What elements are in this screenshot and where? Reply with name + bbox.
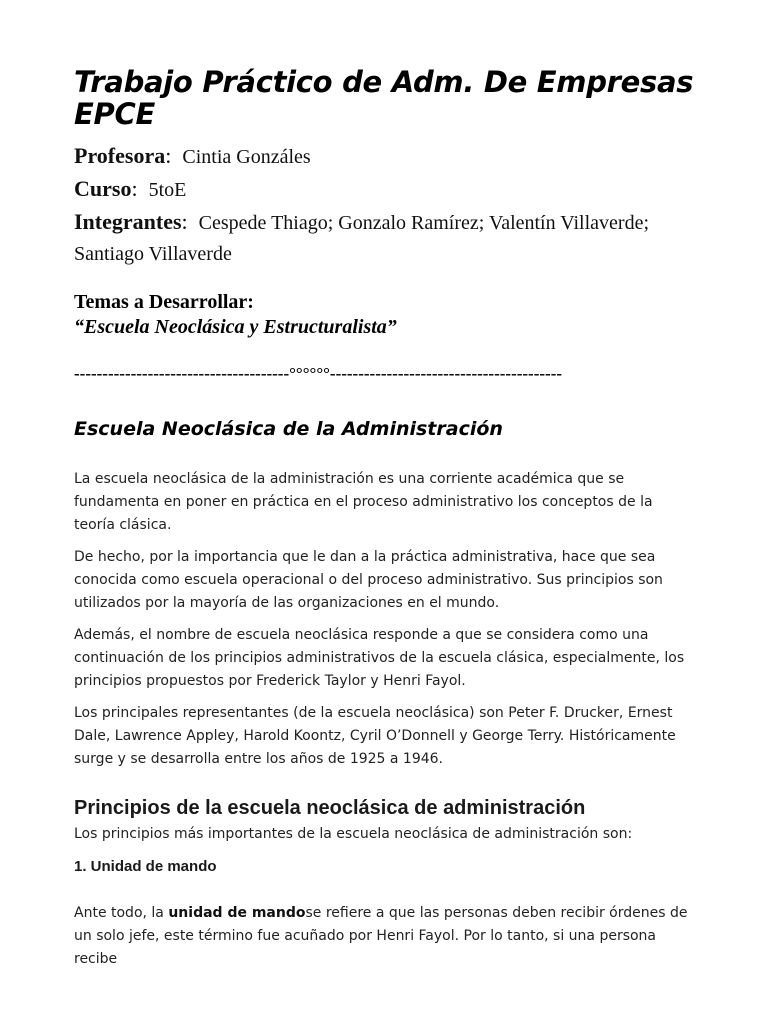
text-before: Ante todo, la bbox=[74, 905, 169, 921]
document-meta bbox=[74, 140, 694, 270]
curso-label: Curso bbox=[74, 176, 132, 201]
section-heading-neoclasica: Escuela Neoclásica de la Administración bbox=[74, 418, 503, 440]
temas-label: Temas a Desarrollar: bbox=[74, 291, 254, 313]
curso-colon: : bbox=[131, 176, 138, 201]
section-heading-principios: Principios de la escuela neoclásica de administración bbox=[74, 797, 586, 819]
profesora-value: Cintia Gonzáles bbox=[182, 146, 311, 168]
paragraph: Los principales representantes (de la escuela neoclásica) son Peter F. Drucker, Ernest Dale, Lawrence Appley, Harold Koontz, Cyril O’Donnell y George Terry. Históricamente surge y se desarrolla entre los años de 1925 a 1946. bbox=[74, 705, 676, 767]
document-title bbox=[74, 66, 694, 130]
integrantes-row bbox=[74, 206, 694, 270]
integrantes-value: Cespede Thiago; Gonzalo Ramírez; Valentín Villaverde; Santiago Villaverde bbox=[74, 212, 650, 265]
curso-value: 5toE bbox=[148, 179, 187, 201]
integrantes-label: Integrantes bbox=[74, 209, 182, 234]
bold-term: unidad de mando bbox=[168, 905, 306, 921]
title-line-1: Trabajo Práctico de Adm. De Empresas bbox=[74, 65, 694, 99]
text-after: se refiere a que las personas deben recibir órdenes de un solo jefe, este término fue acuñado por Henri Fayol. Por lo tanto, si una persona recibe bbox=[74, 905, 688, 967]
title-line-2: EPCE bbox=[74, 97, 155, 131]
paragraph-unidad-de-mando bbox=[74, 902, 694, 971]
profesora-label: Profesora bbox=[74, 143, 166, 168]
profesora-colon: : bbox=[165, 143, 172, 168]
paragraph: La escuela neoclásica de la administración es una corriente académica que se fundamenta en poner en práctica en el proceso administrativo los conceptos de la teoría clásica. bbox=[74, 471, 653, 533]
section-divider: --------------------------------------°°°°°°----------------------------------------- bbox=[74, 364, 563, 383]
paragraph: De hecho, por la importancia que le dan a la práctica administrativa, hace que sea conocida como escuela operacional o del proceso administrativo. Sus principios son utilizados por la mayoría de las organizaciones en el mundo. bbox=[74, 549, 663, 611]
curso-row bbox=[74, 173, 694, 206]
temas-block bbox=[74, 290, 694, 340]
paragraph: Además, el nombre de escuela neoclásica responde a que se considera como una continuación de los principios administrativos de la escuela clásica, especialmente, los principios propuestos por Frederick Taylor y Henri Fayol. bbox=[74, 627, 685, 689]
item-heading-unidad-de-mando: 1. Unidad de mando bbox=[74, 858, 217, 875]
principios-intro: Los principios más importantes de la escuela neoclásica de administración son: bbox=[74, 826, 633, 842]
temas-value: “Escuela Neoclásica y Estructuralista” bbox=[74, 316, 397, 338]
profesora-row bbox=[74, 140, 694, 173]
integrantes-colon: : bbox=[181, 209, 188, 234]
